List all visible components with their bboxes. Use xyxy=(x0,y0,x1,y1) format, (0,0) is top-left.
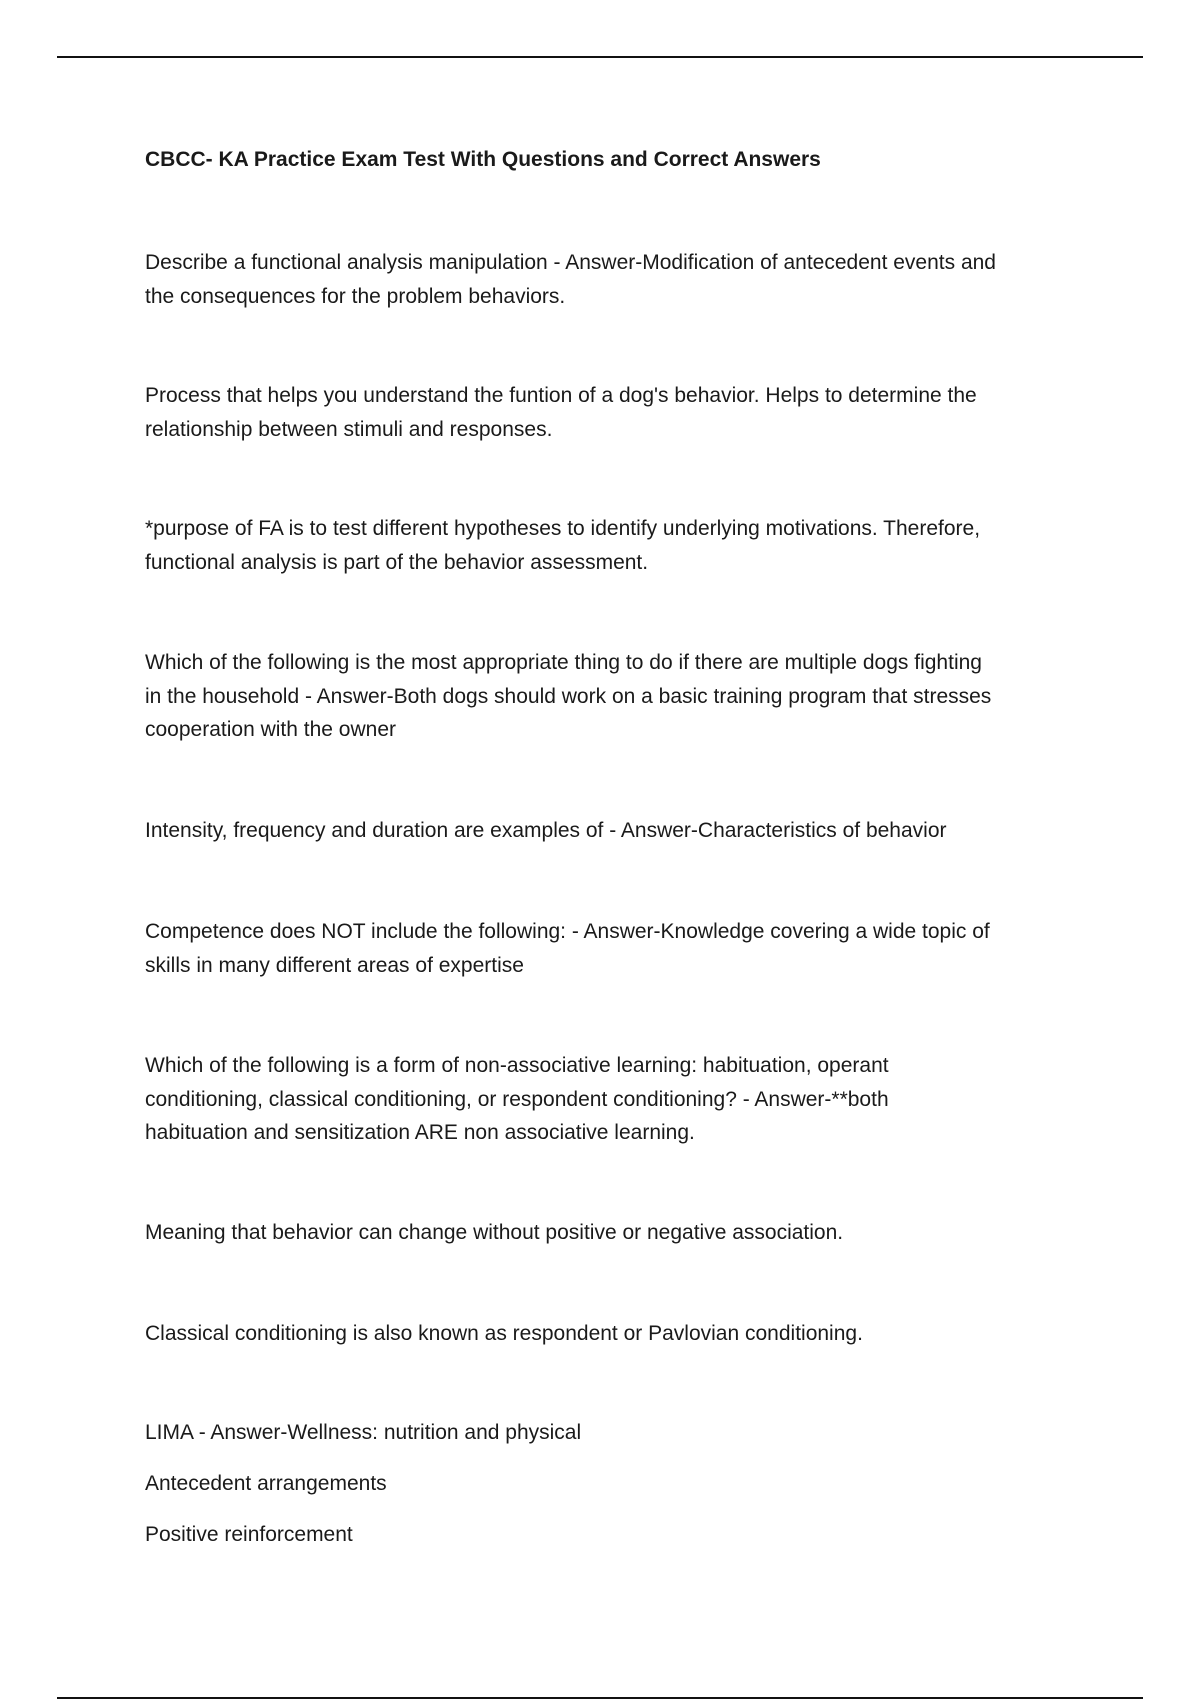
paragraph-non-associative-learning: Which of the following is a form of non-associative learning: habituation, operant conditioning, classical conditioning, or respondent conditioning? - Answer-**both habituation and sensitization ARE non associative learning. xyxy=(145,1054,889,1144)
paragraph-antecedent-arrangements: Antecedent arrangements xyxy=(145,1472,387,1495)
paragraph-process-function: Process that helps you understand the funtion of a dog's behavior. Helps to determine the relationship between stimuli and responses. xyxy=(145,384,977,441)
bottom-rule xyxy=(57,1697,1143,1699)
document-title: CBCC- KA Practice Exam Test With Questions and Correct Answers xyxy=(145,148,821,171)
paragraph-characteristics-of-behavior: Intensity, frequency and duration are examples of - Answer-Characteristics of behavior xyxy=(145,819,947,842)
paragraph-positive-reinforcement: Positive reinforcement xyxy=(145,1523,353,1546)
paragraph-lima: LIMA - Answer-Wellness: nutrition and physical xyxy=(145,1421,582,1444)
paragraph-functional-analysis-manipulation: Describe a functional analysis manipulation - Answer-Modification of antecedent events and the consequences for the problem behaviors. xyxy=(145,251,996,308)
paragraph-multiple-dogs-fighting: Which of the following is the most appropriate thing to do if there are multiple dogs fighting in the household - Answer-Both dogs should work on a basic training program that stresses cooperation with the owner xyxy=(145,651,992,741)
top-rule xyxy=(57,56,1143,58)
paragraph-meaning-behavior-change: Meaning that behavior can change without positive or negative association. xyxy=(145,1221,844,1244)
paragraph-classical-conditioning: Classical conditioning is also known as respondent or Pavlovian conditioning. xyxy=(145,1322,863,1345)
paragraph-purpose-of-fa: *purpose of FA is to test different hypotheses to identify underlying motivations. Therefore, functional analysis is part of the behavior assessment. xyxy=(145,517,981,574)
paragraph-competence: Competence does NOT include the following: - Answer-Knowledge covering a wide topic of skills in many different areas of expertise xyxy=(145,920,990,977)
